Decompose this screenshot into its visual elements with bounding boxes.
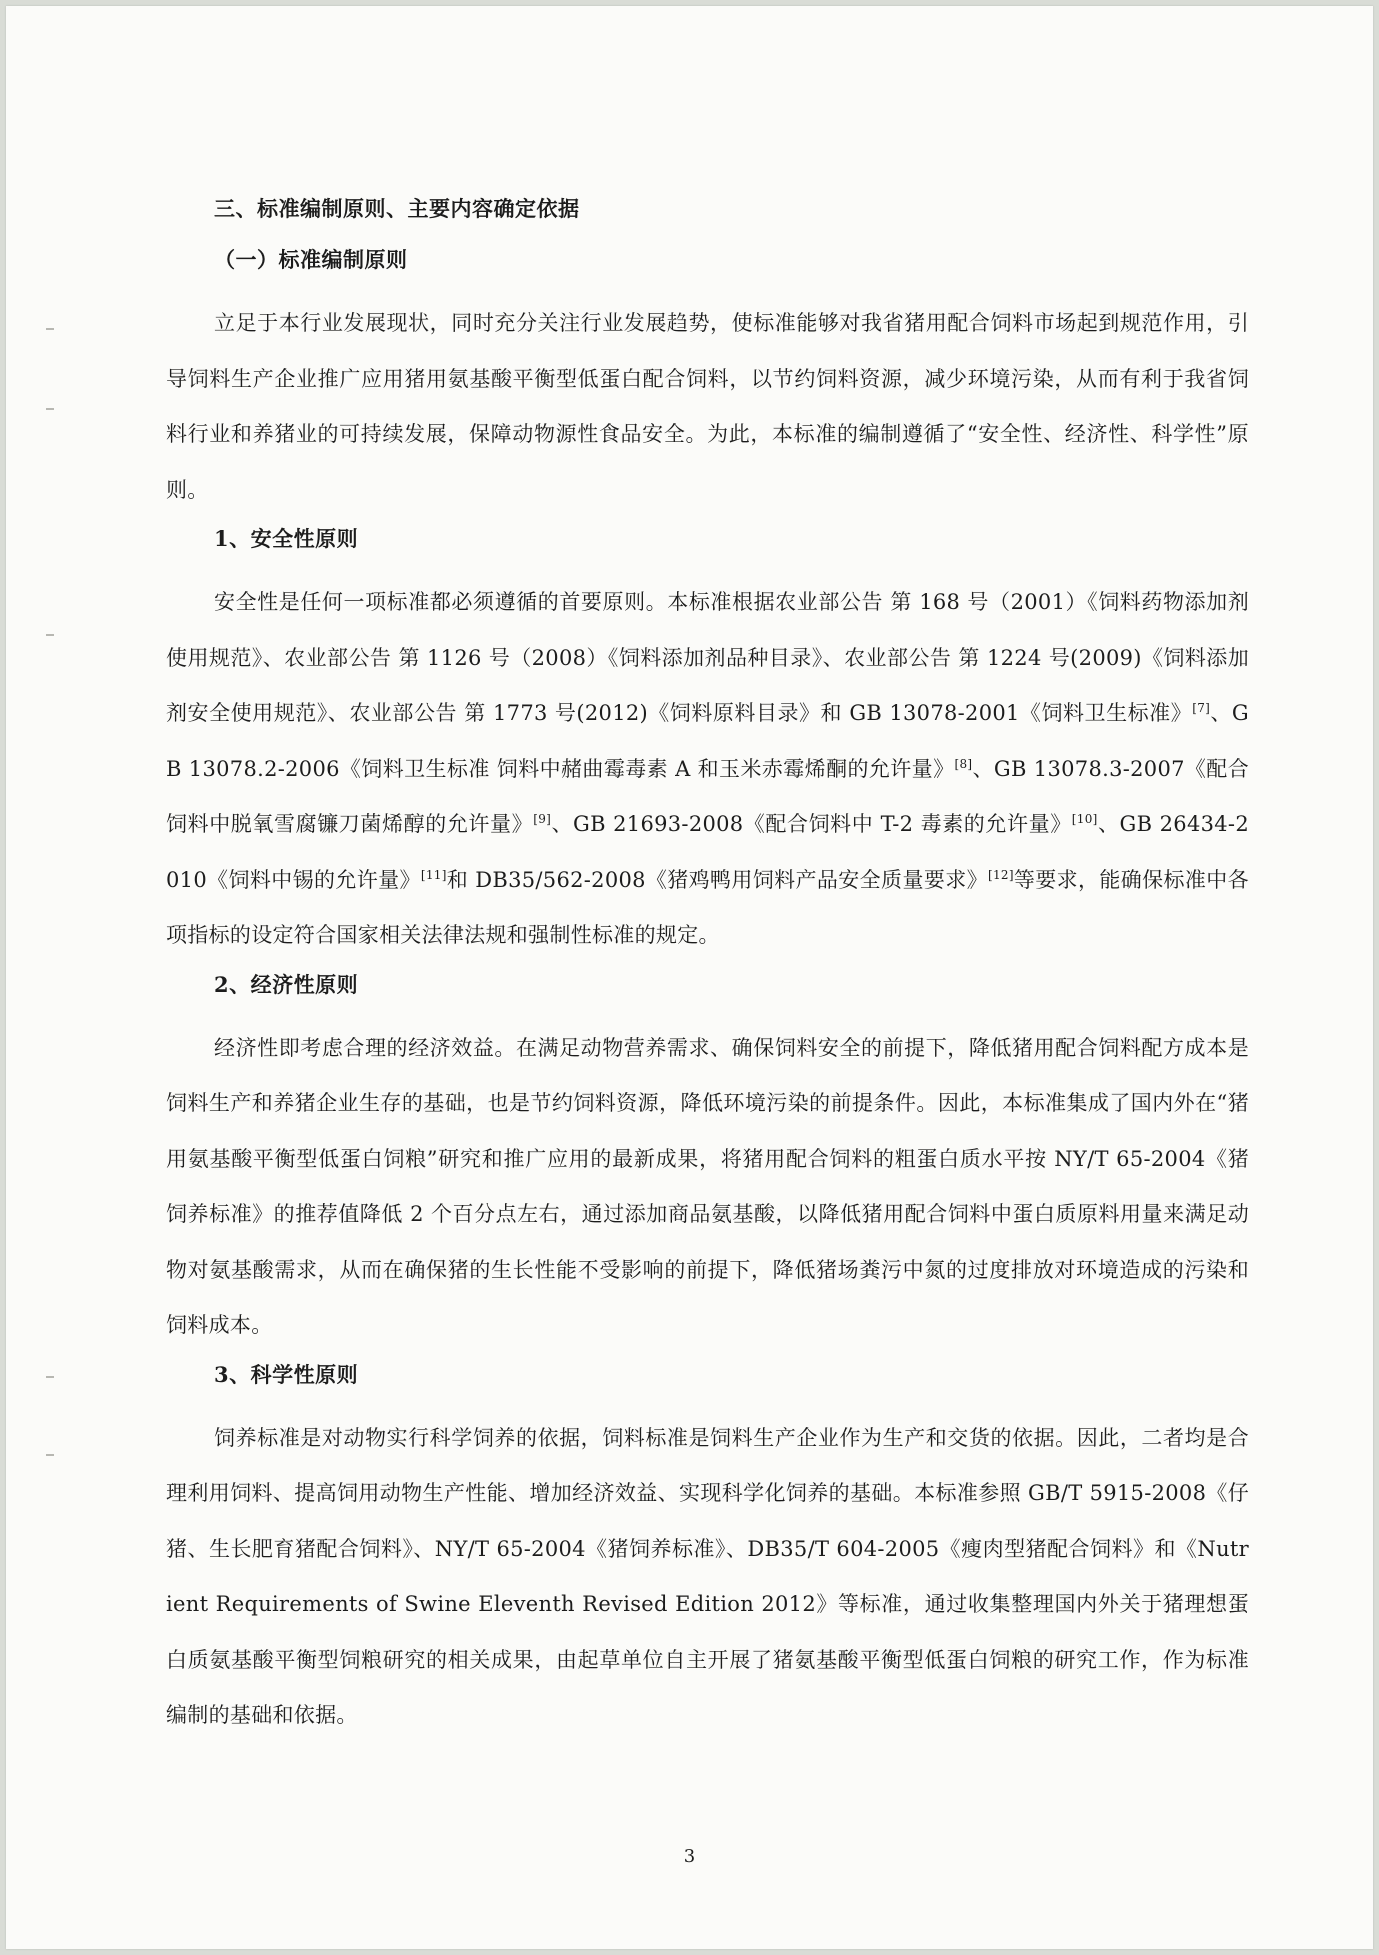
principle-1-text: 等要求，能确保标准中各项指标的设定符合国家相关法律法规和强制性标准的规定。 (166, 867, 1249, 947)
reference-marker: [9] (533, 812, 552, 826)
scan-margin-mark (46, 634, 54, 636)
principle-3-paragraph: 饲养标准是对动物实行科学饲养的依据，饲料标准是饲料生产企业作为生产和交货的依据。因此，二者均是合理利用饲料、提高饲用动物生产性能、增加经济效益、实现科学化饲养的基础。本标准参照 GB/T 5915-2008《仔猪、生长肥育猪配合饲料》、NY/T 65-2004《猪饲养标准》、DB35/T 604-2005《瘦肉型猪配合饲料》和《Nutrient Requirements of Swine Eleventh Revised Edition 2012》等标准，通过收集整理国内外关于猪理想蛋白质氨基酸平衡型饲粮研究的相关成果，由起草单位自主开展了猪氨基酸平衡型低蛋白饲粮的研究工作，作为标准编制的基础和依据。 (166, 1425, 1249, 1727)
principle-1-text: 、GB 26434-2010《饲料中锡的允许量》 (166, 812, 1249, 892)
section-heading: 三、标准编制原则、主要内容确定依据 (214, 196, 580, 221)
principle-1-text: 、GB 13078.2-2006《饲料卫生标准 饲料中赭曲霉毒素 A 和玉米赤霉烯酮的允许量》 (166, 701, 1249, 781)
reference-marker: [7] (1192, 701, 1211, 715)
principle-2-heading: 2、经济性原则 (214, 971, 359, 997)
principle-1-text: 和 DB35/562-2008《猪鸡鸭用饲料产品安全质量要求》 (446, 867, 988, 892)
subsection-heading: （一）标准编制原则 (214, 247, 408, 272)
reference-marker: [8] (954, 756, 973, 771)
intro-paragraph: 立足于本行业发展现状，同时充分关注行业发展趋势，使标准能够对我省猪用配合饲料市场起到规范作用，引导饲料生产企业推广应用猪用氨基酸平衡型低蛋白配合饲料，以节约饲料资源，减少环境污染，从而有利于我省饲料行业和养猪业的可持续发展，保障动物源性食品安全。为此，本标准的编制遵循了“安全性、经济性、科学性”原则。 (166, 311, 1249, 502)
reference-marker: [11] (420, 867, 447, 882)
principle-1-text: 、GB 13078.3-2007《配合饲料中脱氧雪腐镰刀菌烯醇的允许量》 (166, 756, 1249, 836)
principle-1-text: 、GB 21693-2008《配合饲料中 T-2 毒素的允许量》 (551, 812, 1072, 836)
principle-1-paragraph (166, 575, 1249, 964)
document-page (6, 6, 1373, 1949)
principle-1-text: 安全性是任何一项标准都必须遵循的首要原则。本标准根据农业部公告 第 168 号（2001）《饲料药物添加剂使用规范》、农业部公告 第 1126 号（2008）《饲料添加剂品种目录》、农业部公告 第 1224 号(2009)《饲料添加剂安全使用规范》、农业部公告 第 1773 号(2012)《饲料原料目录》和 GB 13078-2001《饲料卫生标准》 (166, 590, 1249, 725)
reference-marker: [12] (987, 867, 1014, 882)
scan-margin-mark (46, 328, 54, 330)
scan-margin-mark (46, 1376, 54, 1378)
principle-1-heading: 1、安全性原则 (214, 526, 359, 551)
scan-margin-mark (46, 1454, 54, 1456)
page-content (166, 194, 1249, 1750)
scan-margin-mark (46, 408, 54, 410)
principle-2-paragraph: 经济性即考虑合理的经济效益。在满足动物营养需求、确保饲料安全的前提下，降低猪用配合饲料配方成本是饲料生产和养猪企业生存的基础，也是节约饲料资源，降低环境污染的前提条件。因此，本标准集成了国内外在“猪用氨基酸平衡型低蛋白饲粮”研究和推广应用的最新成果，将猪用配合饲料的粗蛋白质水平按 NY/T 65-2004《猪饲养标准》的推荐值降低 2 个百分点左右，通过添加商品氨基酸，以降低猪用配合饲料中蛋白质原料用量来满足动物对氨基酸需求，从而在确保猪的生长性能不受影响的前提下，降低猪场粪污中氮的过度排放对环境造成的污染和饲料成本。 (166, 1035, 1249, 1337)
principle-3-heading: 3、科学性原则 (214, 1361, 359, 1387)
page-number: 3 (683, 1846, 696, 1867)
reference-marker: [10] (1071, 812, 1098, 826)
